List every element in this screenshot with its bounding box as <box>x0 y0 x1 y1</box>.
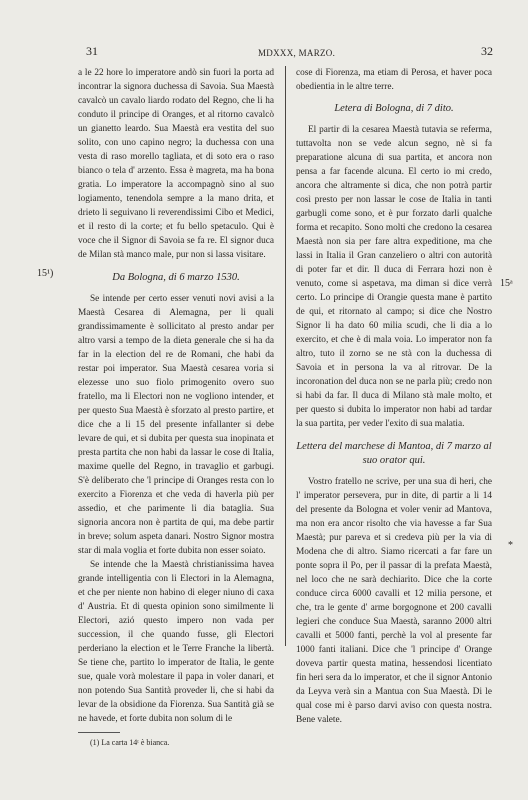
section-heading: Letera di Bologna, di 7 dito. <box>334 103 454 114</box>
footnote-rule <box>78 732 120 733</box>
column-divider <box>285 66 286 646</box>
paragraph: El partir di la cesarea Maestà tutavia se referma, tuttavolta non se vede alcun segno, nè si fa preparatione alcuna di sua partita, et ancora non pensa a far facende alcuna. El certo io mi credo, ancora che altramente si dica, che non potrà partir così presto per non lassar le cose de Italia in tanti garbugli come sono, et è pur forzato darli qualche forma et recapito. Sono molti che credono la cesarea Maestà non sia per fare altra expeditione, ma che lassi in Italia il Gran canzeliero o altri con autorità di poter far et dir. Il duca di Ferrara hozi non è venuto, come si aspetava, ma diman si dice verrà certo. Lo principe di Orangie questa mane è partito de qui, et ritornato al campo; si dice che Nostro Signor li ha dato 60 milia scudi, che li dia a lo exercito, et che è di mala voia. Lo imperator non fa altro, tuto il zorno se ne stà con la duchessa di Savoia et in persona la va al ritrovar. De la incoronation del duca non se ne parla più; credo non si habi da far. Il duca di Milano stà male molto, et per questo si dubita lo imperator non habi ad tardar la sua partita, per veder l'exito di sua malatia. <box>296 125 492 429</box>
paragraph: cose di Fiorenza, ma etiam di Perosa, et haver poca obedientia in le altre terre. <box>296 68 492 92</box>
paragraph: a le 22 hore lo imperatore andò sin fuori la porta ad incontrar la signora duchessa di Savoia. Sua Maestà cavalcò un cavalo liardo rodato del Regno, che li ha conduto il principe di Oranges, et al ritorno cavalcò un gianetto leardo. Sua Maestà era vestita del suo solito, con uno capino negro; la duchessa con una vesta di raso morello tagliata, et di soto era o raso bianco o tela d' arzento. Essa è magreta, ma ha bona gratia. Lo imperatore la accompagnò sino al suo logiamento, tenendola sempre a la mano drita, et drieto li seguivano li reverendissimi Cibo et Medici, et il resto di la corte; et fu bello spetaculo. Qui è voce che il Signor di Savoia se fa re. El signor duca de Milan stà manco male, pur non si lassa visitare. <box>78 68 274 260</box>
right-column <box>296 66 492 727</box>
page-number-right: 32 <box>481 44 493 58</box>
margin-note-left: 15¹) <box>37 268 54 279</box>
margin-note-right: 15ᵃ <box>500 278 513 289</box>
margin-star: * <box>508 540 513 551</box>
paragraph: Se intende che la Maestà christianissima havea grande intelligentia con li Electori in la Alemagna, et che per niente non habino di eleger niuno di caxa d' Austria. Et di questa opinion sono similmente li Electori, azió questo impero non vada per succession, il che quando fusse, gli Electori perderiano la election et le Terre Franche la libertà. Se tiene che, partito lo imperator de Italia, le gente sue, quale vorà molestare il papa in voler danari, et non potendo Sua Santità proveder li, che si habi da levar de la obsidione da Fiorenza. Sua Santità già se ne havede, et forte dubita non solum di le <box>78 560 274 724</box>
left-column <box>78 66 274 748</box>
section-heading: Lettera del marchese di Mantoa, di 7 marzo al suo orator qui. <box>296 441 492 466</box>
paragraph: Se intende per certo esser venuti novi avisi a la Maestà Cesarea di Alemagna, per li quali grandissimamente è sollicitato al presto andar per altro varsi a tempo de la dieta generale che si ha da far in la election del re de Romani, che habi da restar poi imperator. Sua Maestà cesarea voria si elezesse uno suo fiolo primogenito overo suo fratello, ma li Electori non ne vogliono intender, et per questo Sua Maestà è sforzato al presto partire, et dice che a li 15 del presente infallanter si debe levare de qui, et si dubita per questa sua inopinata et presta partita che non habi da lassar le cose di Italia, maxime quelle del Regno, in travaglio et garbugi. S'è deliberato che 'l principe di Oranges resta con lo exercito a Fiorenza et che veda di haverla più per assedio, et che parimente li dia bataglia. Sua signoria ancora non è partita de qui, ma debe partir in breve; solum aspeta danari. Nostro Signor mostra star di mala voglia et forte dubita non esser soiato. <box>78 294 274 556</box>
paragraph: Vostro fratello ne scrive, per una sua di heri, che l' imperator persevera, pur in dite, di partir a li 14 del presente da Bologna et voler venir ad Mantova, ma non era ancor risolto che via havesse a far Sua Maestà; pur pareva et si credeva più per la via di Modena che di altro. Siamo ricercati a far fare un ponte sopra il Po, per il passar di la prefata Maestà, nel loco che ne sarà dechiarito. Dice che la corte conduce circa 6000 cavalli et 12 milia persone, et che, tra le gente d' arme borgognone et 200 cavalli legieri che conduce Sua Maestà, saranno 2000 altri cavalli et 5000 fanti, perchè la vol al presente far 1000 fanti italiani. Dice che 'l principe d' Orange doveva partir questa matina, hessendosi licentiato fin heri sera da lo imperator, et che il signor Antonio da Leyva verà sin a Mantua con Sua Maestà. Di le qual cose mi è parso darvi aviso con questa nostra. Bene valete. <box>296 477 492 725</box>
footnote: (1) La carta 14ᵗ è bianca. <box>90 738 170 747</box>
page-number-left: 31 <box>86 44 98 58</box>
section-heading: Da Bologna, di 6 marzo 1530. <box>112 272 240 283</box>
running-title: MDXXX, MARZO. <box>258 48 336 58</box>
